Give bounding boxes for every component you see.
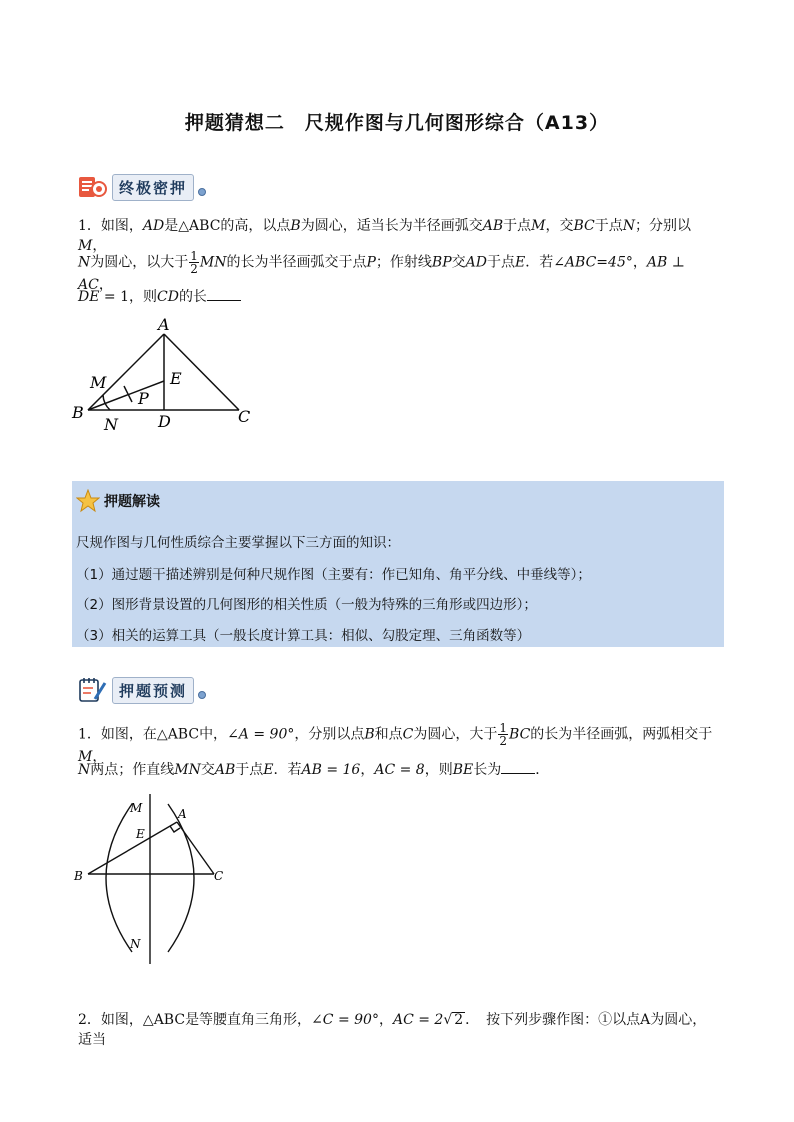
- answer-blank: [207, 288, 241, 301]
- label-e: E: [136, 827, 145, 841]
- arc-from-b: [168, 804, 194, 952]
- dot-icon: [198, 188, 206, 196]
- label-m: M: [90, 373, 107, 392]
- predict-2-line-1: 2．如图，△ABC是等腰直角三角形，∠C = 90°，AC = 2√ 2 ． 按下列步骤作图：①以点A为圆心，适当: [78, 1012, 707, 1048]
- dot-icon: [198, 691, 206, 699]
- figure-2-triangle: [66, 792, 246, 972]
- fraction: $\frac{1}{2}$: [499, 721, 508, 748]
- label-d: D: [158, 412, 171, 431]
- fraction: $\frac{1}{2}$: [190, 249, 198, 276]
- section-label: 押题预测: [112, 677, 194, 704]
- segment-ab: [88, 334, 164, 410]
- question-1-line-2: N为圆心，以大于 $\frac{1}{2}$ MN的长为半径画弧交于点P；作射线BP交AD于点E．若∠ABC=45°，AB ⊥ AC，: [78, 249, 685, 293]
- predict-1-line-1: 1．如图，在△ABC中，∠A = 90°，分别以点B和点C为圆心，大于 $\frac{1}{2}$ BC的长为半径画弧，两弧相交于M，: [78, 721, 713, 765]
- analysis-heading: 押题解读: [76, 489, 160, 513]
- label-n: N: [104, 415, 118, 434]
- figure-1-triangle: [66, 312, 286, 442]
- label-b: B: [74, 869, 83, 883]
- label-c: C: [238, 407, 251, 426]
- label-e: E: [170, 369, 182, 388]
- question-1-line-1: 1．如图，AD是△ABC的高，以点B为圆心，适当长为半径画弧交AB于点M，交BC于点N；分别以M，: [78, 218, 691, 254]
- label-b: B: [72, 403, 84, 422]
- arc-from-c: [106, 804, 132, 952]
- analysis-box: [72, 481, 724, 647]
- label-p: P: [138, 389, 149, 408]
- section-banner-final: [78, 173, 206, 201]
- label-c: C: [214, 869, 224, 883]
- answer-blank: [501, 761, 535, 774]
- sqrt-radicand: 2: [454, 1012, 464, 1028]
- page-title: 押题猜想二 尺规作图与几何图形综合（A13）: [184, 112, 610, 134]
- label-a: A: [178, 807, 187, 821]
- section-label: 终极密押: [112, 174, 194, 201]
- analysis-line-0: 尺规作图与几何性质综合主要掌握以下三方面的知识：: [76, 535, 400, 551]
- question-1-line-3: DE = 1，则CD的长: [78, 287, 718, 307]
- label-n: N: [130, 937, 141, 951]
- label-m: M: [130, 801, 143, 815]
- target-icon: [78, 174, 108, 200]
- analysis-line-2: （2）图形背景设置的几何图形的相关性质（一般为特殊的三角形或四边形）；: [76, 597, 537, 613]
- analysis-line-3: （3）相关的运算工具（一般长度计算工具：相似、勾股定理、三角函数等）: [76, 628, 531, 644]
- right-angle-mark: [170, 826, 180, 832]
- notepad-pencil-icon: [78, 677, 108, 703]
- segment-ba: [88, 822, 177, 874]
- star-icon: [76, 489, 100, 513]
- label-a: A: [158, 315, 170, 334]
- predict-1-line-2: N两点；作直线MN交AB于点E．若AB = 16，AC = 8，则BE长为 ．: [78, 762, 550, 778]
- section-banner-predict: [78, 676, 206, 704]
- analysis-line-1: （1）通过题干描述辨别是何种尺规作图（主要有：作已知角、角平分线、中垂线等）；: [76, 567, 591, 583]
